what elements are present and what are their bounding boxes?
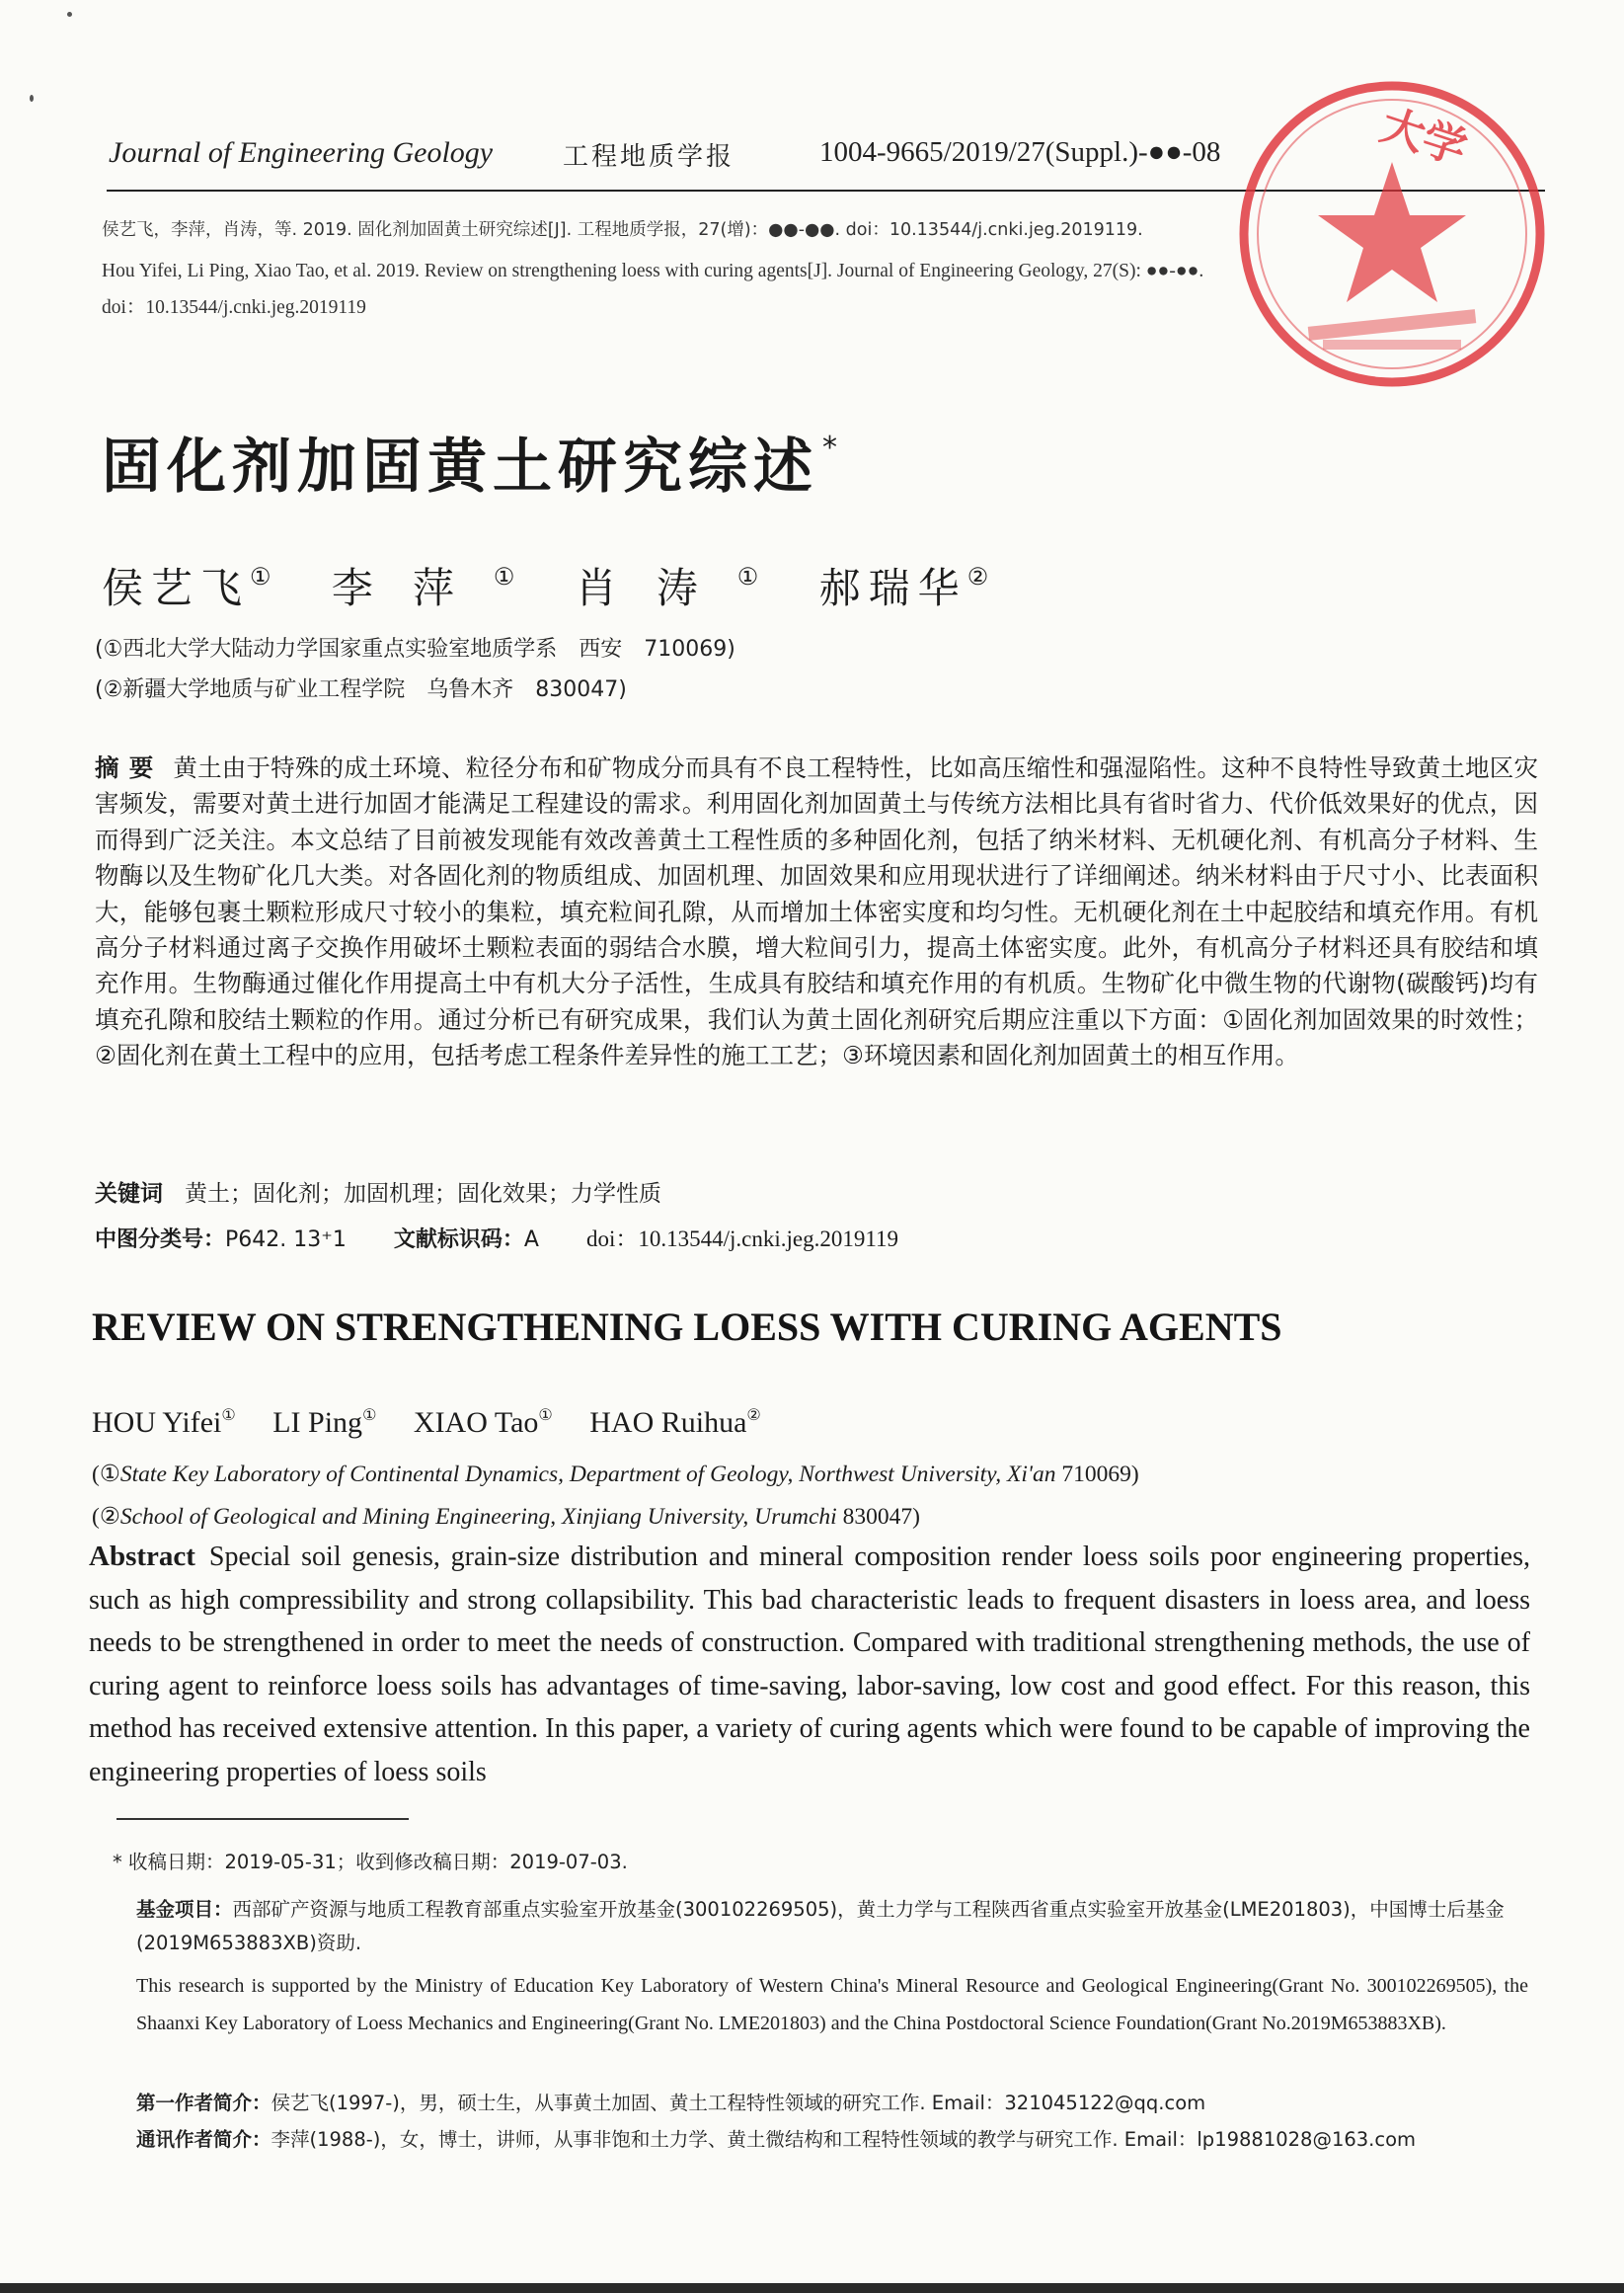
- paper-title-cn: [102, 420, 843, 505]
- footnote-corresponding-author: [136, 2123, 1528, 2157]
- stamp-text: 大学: [1374, 100, 1473, 176]
- citation-doi: doi：10.13544/j.cnki.jeg.2019119: [102, 297, 366, 318]
- author-name: XIAO Tao: [413, 1406, 539, 1439]
- journal-name-en: Journal of Engineering Geology: [109, 136, 494, 169]
- author-en: [589, 1406, 761, 1439]
- title-cn-text: 固化剂加固黄土研究综述: [102, 433, 818, 502]
- classification-line: [95, 1221, 898, 1253]
- scan-speck: [30, 95, 34, 102]
- keywords-cn: [95, 1175, 661, 1208]
- author-name: 郝瑞华: [818, 564, 967, 612]
- footnote-first-author: [136, 2087, 1528, 2120]
- footnote-rule: [116, 1818, 409, 1820]
- abstract-cn: [95, 751, 1538, 1074]
- footnote-funding-cn: [136, 1893, 1528, 1960]
- author-affiliation-mark: ①: [736, 563, 759, 591]
- author-en: [272, 1406, 376, 1439]
- first-author-label: 第一作者简介：: [136, 2092, 271, 2114]
- authors-cn: [102, 556, 1036, 615]
- journal-code: 1004-9665/2019/27(Suppl.)-●●-08: [819, 136, 1221, 168]
- affiliation-en: [92, 1460, 1139, 1488]
- footnote-funding-en: This research is supported by the Ministry of Education Key Laboratory of Western China's Mineral Resource and Geological Engineering(Grant No. 300102269505), the Shaanxi Key Laboratory of Loess Mechanics and Engineering(Grant No. LME201803) and the China Postdoctoral Science Foundation(Grant No.2019M653883XB).: [136, 1975, 1528, 2034]
- author-en: [414, 1406, 553, 1439]
- author-cn: [576, 564, 759, 612]
- funding-label: 基金项目：: [136, 1898, 233, 1921]
- author-en: [92, 1406, 236, 1439]
- citation-cn: 侯艺飞，李萍，肖涛，等. 2019. 固化剂加固黄土研究综述[J]. 工程地质学报，27(增)：●●-●●. doi：10.13544/j.cnki.jeg.2019119.: [102, 220, 1143, 240]
- author-name: HOU Yifei: [92, 1406, 222, 1439]
- author-cn: [102, 564, 271, 612]
- scan-bottom-edge: [0, 2283, 1624, 2293]
- author-name: 李萍: [331, 564, 494, 612]
- institution-stamp: [1229, 71, 1555, 397]
- keywords-label: 关键词: [95, 1181, 163, 1207]
- affiliation-postcode: 830047): [836, 1504, 920, 1530]
- clc-label: 中图分类号：: [95, 1227, 226, 1252]
- author-affiliation-mark: ①: [250, 563, 271, 591]
- footnote-received: * 收稿日期：2019-05-31；收到修改稿日期：2019-07-03.: [113, 1851, 628, 1873]
- affiliation-postcode: 710069): [1055, 1462, 1139, 1487]
- affiliation-cn: (①西北大学大陆动力学国家重点实验室地质学系 西安 710069): [95, 637, 735, 662]
- abstract-en-text: Special soil genesis, grain-size distribution and mineral composition render loess soils poor engineering properties, such as high compressibility and strong collapsibility. This bad characteristic leads to frequent disasters in loess area, and loess needs to be strengthened in order to meet the needs of construction. Compared with traditional strengthening methods, the use of curing agent to reinforce loess soils has advantages of time-saving, labor-saving, low cost and good effect. For this reason, this method has received extensive attention. In this paper, a variety of curing agents which were found to be capable of improving the engineering properties of loess soils: [89, 1542, 1530, 1787]
- affiliation-open: (②: [92, 1504, 120, 1530]
- affiliation-en: [92, 1502, 920, 1531]
- keywords-text: 黄土；固化剂；加固机理；固化效果；力学性质: [185, 1181, 661, 1207]
- corresponding-author-text: 李萍(1988-)，女，博士，讲师，从事非饱和土力学、黄土微结构和工程特性领域的教学与研究工作. Email：lp19881028@163.com: [271, 2128, 1417, 2151]
- doi-text: doi：10.13544/j.cnki.jeg.2019119: [585, 1226, 898, 1251]
- scan-speck: [67, 12, 72, 17]
- abstract-en: [89, 1536, 1530, 1793]
- corresponding-author-label: 通讯作者简介：: [136, 2128, 271, 2151]
- author-name: LI Ping: [272, 1406, 363, 1439]
- author-affiliation-mark: ①: [362, 1407, 377, 1424]
- author-name: HAO Ruihua: [589, 1406, 747, 1439]
- abstract-cn-label: 摘要: [95, 753, 164, 782]
- affiliation-open: (①: [92, 1462, 120, 1487]
- citation-en: Hou Yifei, Li Ping, Xiao Tao, et al. 2019. Review on strengthening loess with curing agents[J]. Journal of Engineering Geology, 27(S): ●●-●●.: [102, 261, 1204, 281]
- author-affiliation-mark: ①: [493, 563, 515, 591]
- author-affiliation-mark: ②: [967, 563, 989, 591]
- author-affiliation-mark: ①: [538, 1407, 553, 1424]
- abstract-en-label: Abstract: [89, 1541, 195, 1572]
- doc-code-value: A: [523, 1227, 539, 1252]
- author-cn: [819, 564, 989, 612]
- title-footnote-mark: *: [822, 431, 843, 465]
- doc-code-label: 文献标识码：: [393, 1227, 524, 1252]
- first-author-text: 侯艺飞(1997-)，男，硕士生，从事黄土加固、黄土工程特性领域的研究工作. Email：321045122@qq.com: [271, 2092, 1206, 2114]
- authors-en: [92, 1405, 791, 1440]
- affiliation-cn: (②新疆大学地质与矿业工程学院 乌鲁木齐 830047): [95, 677, 627, 702]
- author-name: 侯艺飞: [102, 564, 251, 612]
- abstract-cn-text: 黄土由于特殊的成土环境、粒径分布和矿物成分而具有不良工程特性，比如高压缩性和强湿陷性。这种不良特性导致黄土地区灾害频发，需要对黄土进行加固才能满足工程建设的需求。利用固化剂加固黄土与传统方法相比具有省时省力、代价低效果好的优点，因而得到广泛关注。本文总结了目前被发现能有效改善黄土工程性质的多种固化剂，包括了纳米材料、无机硬化剂、有机高分子材料、生物酶以及生物矿化几大类。对各固化剂的物质组成、加固机理、加固效果和应用现状进行了详细阐述。纳米材料由于尺寸小、比表面积大，能够包裹土颗粒形成尺寸较小的集粒，填充粒间孔隙，从而增加土体密实度和均匀性。无机硬化剂在土中起胶结和填充作用。有机高分子材料通过离子交换作用破坏土颗粒表面的弱结合水膜，增大粒间引力，提高土体密实度。此外，有机高分子材料还具有胶结和填充作用。生物酶通过催化作用提高土中有机大分子活性，生成具有胶结和填充作用的有机质。生物矿化中微生物的代谢物(碳酸钙)均有填充孔隙和胶结土颗粒的作用。通过分析已有研究成果，我们认为黄土固化剂研究后期应注重以下方面：①固化剂加固效果的时效性；②固化剂在黄土工程中的应用，包括考虑工程条件差异性的施工工艺；③环境因素和固化剂加固黄土的相互作用。: [95, 753, 1538, 1070]
- author-affiliation-mark: ①: [221, 1407, 236, 1424]
- clc-value: P642. 13⁺1: [225, 1227, 347, 1252]
- affiliation-text: State Key Laboratory of Continental Dynamics, Department of Geology, Northwest University, Xi'an: [119, 1462, 1056, 1487]
- journal-name-cn: 工程地质学报: [563, 142, 735, 172]
- paper-title-en: REVIEW ON STRENGTHENING LOESS WITH CURING AGENTS: [92, 1305, 1282, 1349]
- affiliation-text: School of Geological and Mining Engineering, Xinjiang University, Urumchi: [119, 1504, 837, 1530]
- author-affiliation-mark: ②: [746, 1407, 761, 1424]
- funding-text: 西部矿产资源与地质工程教育部重点实验室开放基金(300102269505)，黄土力学与工程陕西省重点实验室开放基金(LME201803)，中国博士后基金(2019M653883XB)资助.: [136, 1898, 1505, 1954]
- author-cn: [332, 564, 515, 612]
- author-name: 肖涛: [575, 564, 737, 612]
